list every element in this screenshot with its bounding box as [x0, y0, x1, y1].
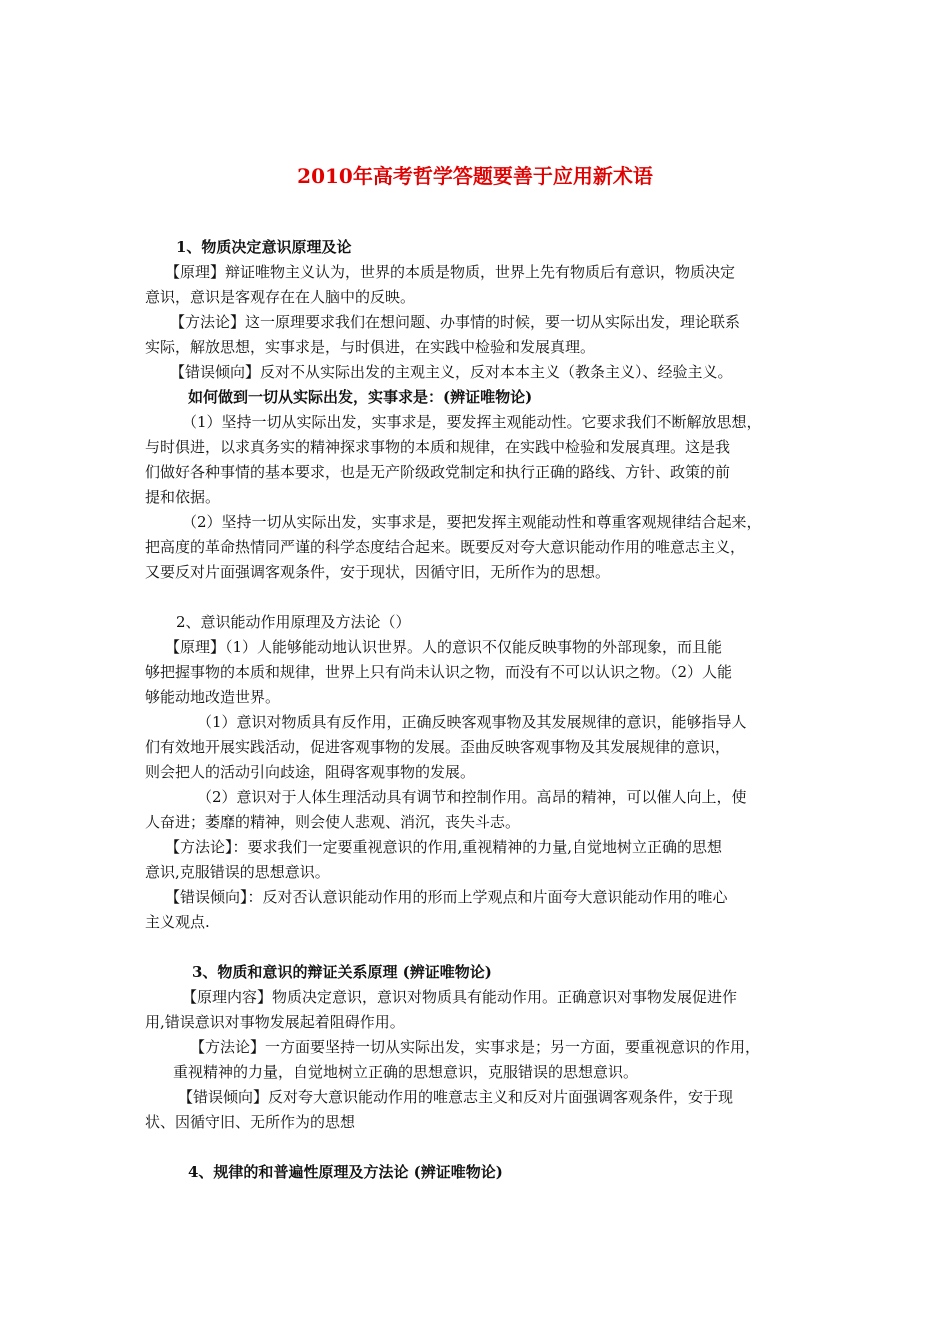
error-text: 【错误倾向】反对不从实际出发的主观主义，反对本本主义（教条主义）、经验主义。	[170, 363, 733, 381]
content-text: 【原理内容】物质决定意识，意识对物质具有能动作用。正确意识对事物发展促进作	[182, 988, 738, 1006]
method-text: 意识,克服错误的思想意识。	[145, 863, 330, 881]
method-text: 【方法论】一方面要坚持一切从实际出发，实事求是；另一方面，要重视意识的作用，	[190, 1038, 761, 1056]
error-text: 【错误倾向】：反对否认意识能动作用的形而上学观点和片面夸大意识能动作用的唯心	[165, 888, 728, 906]
paragraph-text: 们有效地开展实践活动，促进客观事物的发展。歪曲反映客观事物及其发展规律的意识，	[145, 738, 731, 756]
principle-text: 【原理】（1）人能够能动地认识世界。人的意识不仅能反映事物的外部现象，而且能	[165, 638, 723, 656]
principle-text: 意识，意识是客观存在在人脑中的反映。	[145, 288, 416, 306]
method-text: 【方法论】这一原理要求我们在想问题、办事情的时候，要一切从实际出发，理论联系	[170, 313, 741, 331]
method-text: 【方法论】：要求我们一定要重视意识的作用,重视精神的力量,自觉地树立正确的思想	[165, 838, 723, 856]
section-heading: 2、意识能动作用原理及方法论（）	[176, 613, 411, 631]
paragraph-text: 又要反对片面强调客观条件，安于现状，因循守旧，无所作为的思想。	[145, 563, 611, 581]
paragraph-text: （1）坚持一切从实际出发，实事求是，要发挥主观能动性。它要求我们不断解放思想，	[182, 413, 762, 431]
paragraph-text: （1）意识对物质具有反作用，正确反映客观事物及其发展规律的意识，能够指导人	[197, 713, 747, 731]
section-heading: 4、规律的和普遍性原理及方法论 (辨证唯物论)	[188, 1163, 503, 1181]
paragraph-text: 提和依据。	[145, 488, 221, 506]
paragraph-text: 人奋进；萎靡的精神，则会使人悲观、消沉，丧失斗志。	[145, 813, 521, 831]
paragraph-text: 们做好各种事情的基本要求，也是无产阶级政党制定和执行正确的路线、方针、政策的前	[145, 463, 731, 481]
error-text: 【错误倾向】反对夸大意识能动作用的唯意志主义和反对片面强调客观条件，安于现	[178, 1088, 734, 1106]
paragraph-text: 则会把人的活动引向歧途，阻碍客观事物的发展。	[145, 763, 476, 781]
paragraph-text: （2）坚持一切从实际出发，实事求是，要把发挥主观能动性和尊重客观规律结合起来，	[182, 513, 762, 531]
section-heading: 3、物质和意识的辩证关系原理 (辨证唯物论)	[192, 963, 492, 981]
method-text: 重视精神的力量，自觉地树立正确的思想意识，克服错误的思想意识。	[173, 1063, 639, 1081]
error-text: 主义观点.	[145, 913, 210, 931]
section-heading: 1、物质决定意识原理及论	[176, 238, 352, 256]
error-text: 状、因循守旧、无所作为的思想	[145, 1113, 356, 1131]
principle-text: 够能动地改造世界。	[145, 688, 281, 706]
method-text: 实际，解放思想，实事求是，与时俱进，在实践中检验和发展真理。	[145, 338, 596, 356]
paragraph-text: 把高度的革命热情同严谨的科学态度结合起来。既要反对夸大意识能动作用的唯意志主义，	[145, 538, 746, 556]
paragraph-text: 与时俱进，以求真务实的精神探求事物的本质和规律，在实践中检验和发展真理。这是我	[145, 438, 731, 456]
subheading: 如何做到一切从实际出发，实事求是：(辨证唯物论)	[188, 388, 533, 406]
principle-text: 够把握事物的本质和规律，世界上只有尚未认识之物，而没有不可以认识之物。（2）人能	[145, 663, 733, 681]
principle-text: 【原理】辩证唯物主义认为，世界的本质是物质，世界上先有物质后有意识，物质决定	[165, 263, 736, 281]
paragraph-text: （2）意识对于人体生理活动具有调节和控制作用。高昂的精神，可以催人向上，使	[197, 788, 747, 806]
content-text: 用,错误意识对事物发展起着阻碍作用。	[145, 1013, 405, 1031]
page-title: 2010年高考哲学答题要善于应用新术语	[297, 164, 653, 188]
